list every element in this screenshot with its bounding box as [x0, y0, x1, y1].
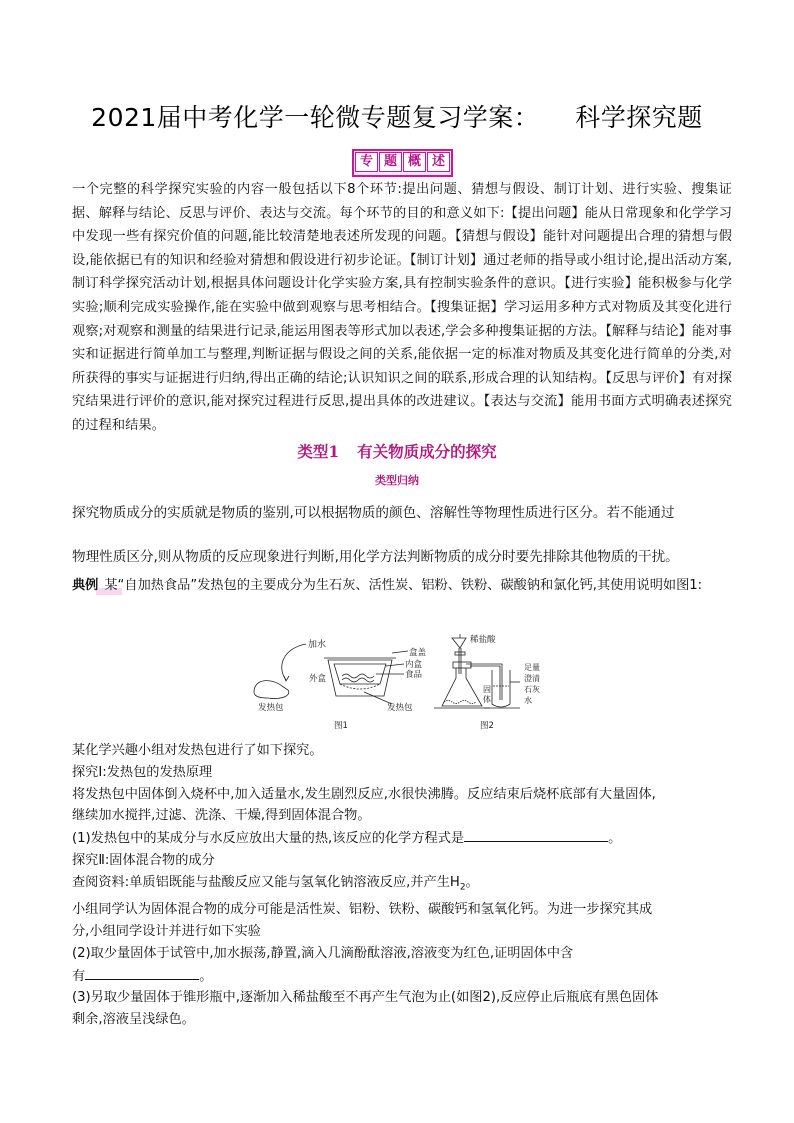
badge-char: 述	[427, 152, 450, 172]
body-line: 将发热包中固体倒入烧杯中,加入适量水,发生剧烈反应,水很快沸腾。反应结束后烧杯底部有大量固体,	[72, 786, 656, 802]
body-line: 探究Ⅱ:固体混合物的成分	[72, 852, 215, 868]
stopper	[453, 662, 471, 668]
experiment-figure	[244, 630, 564, 735]
answer-blank-2[interactable]	[85, 965, 199, 980]
type-label: 类型1	[297, 442, 340, 461]
badge-char: 题	[379, 152, 402, 172]
body-line: 分,小组同学设计并进行如下实验	[72, 924, 261, 940]
fig1-caption: 图1	[334, 721, 348, 731]
example-label: 典例	[72, 578, 99, 593]
question-2: (2)取少量固体于试管中,加水振荡,静置,滴入几滴酚酞溶液,溶液变为红色,证明固体中含	[72, 945, 574, 961]
section-title	[0, 440, 794, 462]
summary-line-1: 探究物质成分的实质就是物质的鉴别,可以根据物质的颜色、溶解性等物理性质进行区分。若不能通过	[72, 505, 675, 521]
body-line: 某化学兴趣小组对发热包进行了如下探究。	[72, 743, 323, 758]
body-line: 继续加水搅拌,过滤、洗涤、干燥,得到固体混合物。	[72, 808, 371, 824]
fig2-limewater-4: 水	[524, 696, 532, 705]
example-text: 某“自加热食品”发热包的主要成分为生石灰、活性炭、铝粉、铁粉、碳酸钠和氯化钙,其使用说明如图1:	[104, 578, 703, 593]
answer-blank-1[interactable]	[464, 827, 608, 842]
question-1	[72, 827, 732, 850]
badge-char: 专	[355, 152, 378, 172]
body-line: 剩余,溶液呈浅绿色。	[72, 1012, 195, 1028]
question-2-text: 有	[72, 968, 86, 984]
reference-text: 查阅资料:单质铝既能与盐酸反应又能与氢氧化钠溶液反应,并产生H	[72, 874, 460, 890]
subscript: 2	[459, 882, 466, 893]
topic-overview-badge	[352, 149, 453, 177]
fig1-inner-box: 内盒	[405, 660, 423, 670]
fig2-limewater-3: 石灰	[524, 685, 540, 694]
title-main: 2021届中考化学一轮微专题复习学案：	[91, 103, 540, 132]
example-paragraph	[72, 575, 732, 598]
question-3: (3)另取少量固体于锥形瓶中,逐渐加入稀盐酸至不再产生气泡为止(如图2),反应停止后瓶底有黑色固体	[72, 990, 659, 1006]
summary-line-2: 物理性质区分,则从物质的反应现象进行判断,用化学方法判断物质的成分时要先排除其他物质的干扰。	[72, 549, 679, 565]
fig2-acid: 稀盐酸	[470, 635, 496, 645]
outer-box	[328, 660, 392, 696]
fig2-solid-2: 体	[483, 695, 491, 704]
badge-char: 概	[403, 152, 426, 172]
question-body	[72, 740, 732, 1031]
figure-1	[254, 644, 408, 704]
test-tube	[492, 670, 510, 707]
document-title	[0, 98, 794, 134]
question-2-cont	[72, 965, 732, 988]
section-subtitle: 类型归纳	[375, 474, 419, 487]
food-wave	[342, 674, 374, 678]
title-sub: 科学探究题	[575, 103, 703, 132]
figure-2	[434, 634, 520, 708]
fig2-caption: 图2	[480, 721, 494, 731]
fig2-limewater-2: 澄清	[524, 674, 540, 683]
question-1-end: 。	[608, 831, 622, 847]
fig1-lid: 盒盖	[409, 648, 427, 658]
fig1-heat-pack-bottom: 发热包	[387, 703, 413, 713]
water-arrow	[282, 644, 306, 680]
fig2-limewater-1: 足量	[524, 663, 540, 672]
question-1-text: (1)发热包中的某成分与水反应放出大量的热,该反应的化学方程式是	[72, 831, 465, 847]
type-title: 有关物质成分的探究	[357, 442, 497, 461]
fig2-solid-1: 固	[483, 685, 491, 694]
reference-end: 。	[465, 874, 479, 890]
reference-info	[72, 872, 732, 899]
fig1-food: 食品	[405, 670, 423, 680]
conical-flask	[442, 668, 482, 706]
fig1-add-water: 加水	[308, 640, 327, 650]
intro-paragraph: 一个完整的科学探究实验的内容一般包括以下8个环节:提出问题、猜想与假设、制订计划、进行实验、搜集证据、解释与结论、反思与评价、表达与交流。每个环节的目的和意义如下:【提出问题】能从日常现象和化学学习中发现一些有探究价值的问题,能比较清楚地表述所发现的问题。【猜想与假设】能针对问题提出合理的猜想与假设,能依据已有的知识和经验对猜想和假设进行初步论证。【制订计划】通过老师的指导或小组讨论,提出活动方案,制订科学探究活动计划,根据具体问题设计化学实验方案,具有控制实验条件的意识。【进行实验】能积极参与化学实验;顺利完成实验操作,能在实验中做到观察与思考相结合。【搜集证据】学习运用多种方式对物质及其变化进行观察;对观察和测量的结果进行记录,能运用图表等形式加以表述,学会多种搜集证据的方法。【解释与结论】能对事实和证据进行简单加工与整理,判断证据与假设之间的关系,能依据一定的标准对物质及其变化进行简单的分类,对所获得的事实与证据进行归纳,得出正确的结论;认识知识之间的联系,形成合理的认知结构。【反思与评价】有对探究结果进行评价的意识,能对探究过程进行反思,提出具体的改进建议。【表达与交流】能用书面方式明确表述探究的过程和结果。	[72, 182, 732, 433]
funnel	[452, 638, 466, 648]
body-line: 探究Ⅰ:发热包的发热原理	[72, 764, 213, 780]
body-line: 小组同学认为固体混合物的成分可能是活性炭、铝粉、铁粉、碳酸钙和氢氧化钙。为进一步探究其成	[72, 902, 653, 918]
heat-pack-outline	[254, 681, 289, 699]
fig1-heat-pack-left: 发热包	[258, 703, 284, 713]
question-2-end: 。	[199, 968, 213, 984]
fig1-outer-box: 外盒	[309, 674, 327, 684]
